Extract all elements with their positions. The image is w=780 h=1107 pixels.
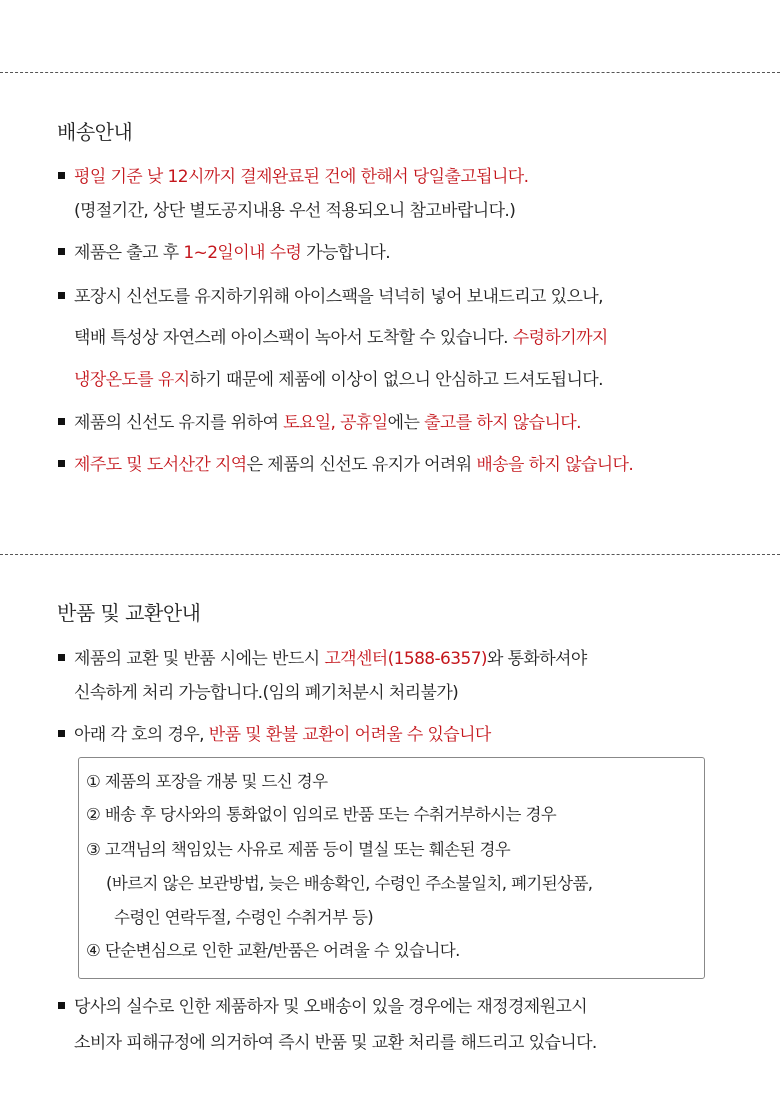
bullet-icon <box>58 172 65 179</box>
shipping-item-2: 제품은 출고 후 1~2일이내 수령 가능합니다. <box>58 241 390 265</box>
middle-divider <box>0 554 780 555</box>
bullet-icon <box>58 1002 65 1009</box>
shipping-item-1: 평일 기준 낮 12시까지 결제완료된 건에 한해서 당일출고됩니다. <box>58 165 528 189</box>
top-divider <box>0 72 780 73</box>
bullet-icon <box>58 730 65 737</box>
bullet-icon <box>58 654 65 661</box>
returns-title: 반품 및 교환안내 <box>57 601 201 625</box>
shipping-item-3: 포장시 신선도를 유지하기위해 아이스팩을 넉넉히 넣어 보내드리고 있으나, <box>58 285 603 309</box>
shipping-title: 배송안내 <box>57 120 133 144</box>
bullet-icon <box>58 248 65 255</box>
exception-item-2: ② 배송 후 당사와의 통화없이 임의로 반품 또는 수취거부하시는 경우 <box>86 805 557 824</box>
shipping-item-4: 제품의 신선도 유지를 위하여 토요일, 공휴일에는 출고를 하지 않습니다. <box>58 411 581 435</box>
bullet-icon <box>58 418 65 425</box>
exception-item-3-sub1: (바르지 않은 보관방법, 늦은 배송확인, 수령인 주소불일치, 폐기된상품, <box>106 874 593 893</box>
bullet-icon <box>58 292 65 299</box>
exception-item-1: ① 제품의 포장을 개봉 및 드신 경우 <box>86 772 328 791</box>
exception-item-4: ④ 단순변심으로 인한 교환/반품은 어려울 수 있습니다. <box>86 941 460 960</box>
returns-item-3-line2: 소비자 피해규정에 의거하여 즉시 반품 및 교환 처리를 해드리고 있습니다. <box>74 1033 597 1053</box>
exceptions-box <box>78 757 705 979</box>
shipping-item-3-line2: 택배 특성상 자연스레 아이스팩이 녹아서 도착할 수 있습니다. 수령하기까지 <box>74 328 608 348</box>
exception-item-3: ③ 고객님의 책임있는 사유로 제품 등이 멸실 또는 훼손된 경우 <box>86 840 511 859</box>
shipping-item-1-sub: (명절기간, 상단 별도공지내용 우선 적용되오니 참고바랍니다.) <box>74 201 516 221</box>
bullet-icon <box>58 460 65 467</box>
returns-item-2: 아래 각 호의 경우, 반품 및 환불 교환이 어려울 수 있습니다 <box>58 723 491 747</box>
shipping-item-5: 제주도 및 도서산간 지역은 제품의 신선도 유지가 어려워 배송을 하지 않습니다. <box>58 453 633 477</box>
exception-item-3-sub2: 수령인 연락두절, 수령인 수취거부 등) <box>114 908 374 927</box>
returns-item-3: 당사의 실수로 인한 제품하자 및 오배송이 있을 경우에는 재정경제원고시 <box>58 995 587 1019</box>
returns-item-1-sub: 신속하게 처리 가능합니다.(임의 폐기처분시 처리불가) <box>74 683 459 703</box>
returns-item-1: 제품의 교환 및 반품 시에는 반드시 고객센터(1588-6357)와 통화하셔야 <box>58 647 587 671</box>
shipping-item-3-line3: 냉장온도를 유지하기 때문에 제품에 이상이 없으니 안심하고 드셔도됩니다. <box>74 370 603 390</box>
